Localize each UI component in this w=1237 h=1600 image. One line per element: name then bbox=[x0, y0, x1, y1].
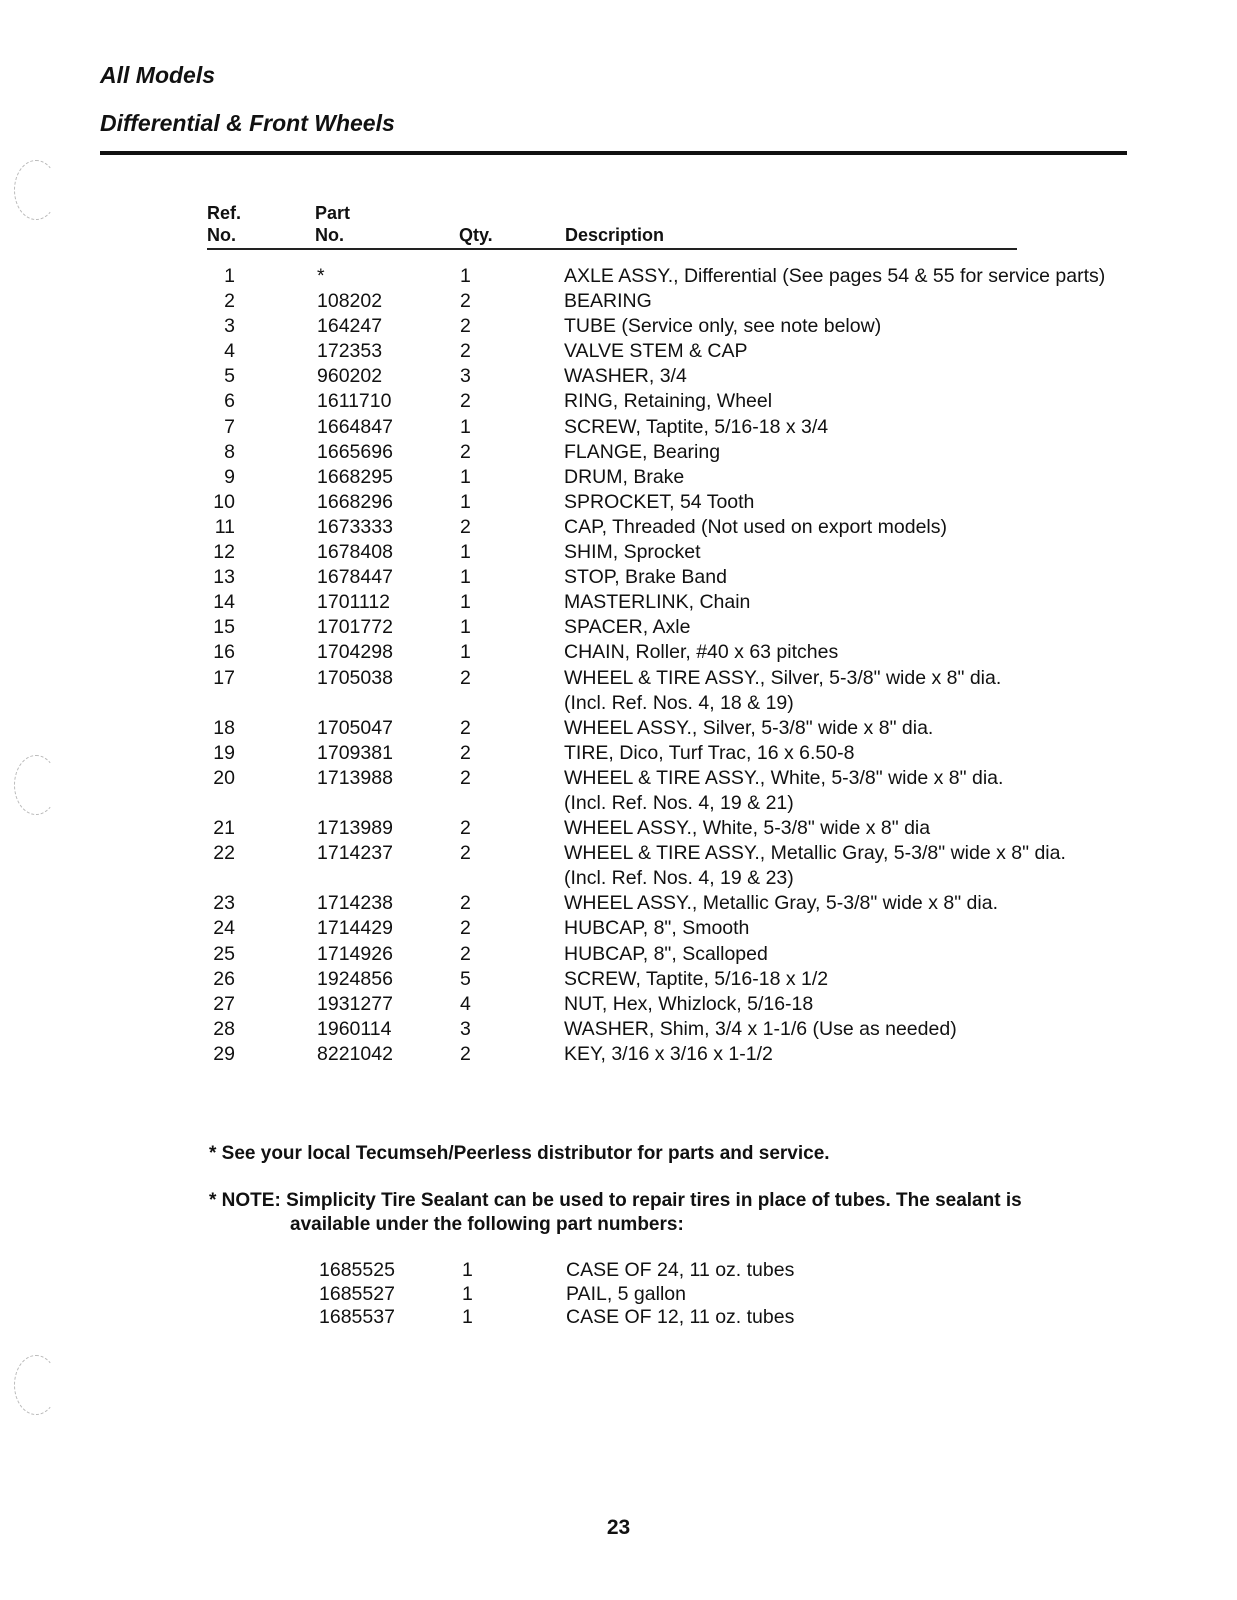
table-row bbox=[0, 916, 1237, 941]
quantity: 1 bbox=[460, 541, 471, 564]
parts-table bbox=[0, 264, 1237, 1067]
ref-number: 5 bbox=[224, 365, 235, 388]
ref-number: 25 bbox=[213, 942, 235, 965]
ref-number: 3 bbox=[224, 315, 235, 338]
ref-number: 21 bbox=[213, 817, 235, 840]
quantity: 1 bbox=[462, 1259, 473, 1281]
part-number: * bbox=[317, 265, 325, 287]
quantity: 1 bbox=[460, 490, 471, 513]
description: VALVE STEM & CAP bbox=[564, 340, 748, 363]
part-number: 8221042 bbox=[317, 1042, 393, 1065]
part-number: 172353 bbox=[317, 340, 383, 363]
quantity: 2 bbox=[460, 1042, 471, 1065]
ref-number: 7 bbox=[224, 415, 235, 438]
description: SPROCKET, 54 Tooth bbox=[564, 490, 755, 513]
quantity: 2 bbox=[460, 917, 471, 940]
ref-number: 10 bbox=[213, 490, 235, 513]
table-row bbox=[0, 766, 1237, 816]
description: CAP, Threaded (Not used on export models) bbox=[564, 515, 947, 538]
part-number: 164247 bbox=[317, 315, 383, 338]
ref-number: 4 bbox=[224, 340, 235, 363]
description: NUT, Hex, Whizlock, 5/16-18 bbox=[564, 992, 814, 1015]
ref-number: 6 bbox=[224, 390, 235, 413]
part-number: 1685525 bbox=[319, 1259, 395, 1281]
table-row bbox=[0, 967, 1237, 992]
part-number: 1701112 bbox=[317, 591, 391, 614]
description: WHEEL ASSY., Metallic Gray, 5-3/8" wide x 8" dia. bbox=[564, 892, 998, 915]
table-row bbox=[0, 992, 1237, 1017]
sealant-note-text: Simplicity Tire Sealant can be used to repair tires in place of tubes. The sealant is bbox=[286, 1190, 1022, 1211]
table-row bbox=[0, 490, 1237, 515]
table-row bbox=[0, 565, 1237, 590]
part-number: 1705047 bbox=[317, 716, 393, 739]
quantity: 5 bbox=[460, 967, 471, 990]
description: CHAIN, Roller, #40 x 63 pitches bbox=[564, 641, 839, 664]
description: WASHER, Shim, 3/4 x 1-1/6 (Use as needed) bbox=[564, 1017, 957, 1040]
quantity: 1 bbox=[460, 566, 471, 589]
table-row bbox=[0, 666, 1237, 716]
description: SPACER, Axle bbox=[564, 616, 691, 639]
part-number: 1685537 bbox=[319, 1306, 395, 1328]
header-part-line1: Part bbox=[315, 203, 351, 223]
sealant-row bbox=[0, 1259, 1237, 1283]
section-title: Differential & Front Wheels bbox=[100, 110, 395, 136]
ref-number: 1 bbox=[224, 265, 235, 287]
description: SCREW, Taptite, 5/16-18 x 1/2 bbox=[564, 967, 829, 990]
part-number: 1931277 bbox=[317, 992, 393, 1015]
part-number: 1713988 bbox=[317, 766, 393, 789]
quantity: 1 bbox=[462, 1282, 473, 1305]
binder-hole-decoration bbox=[14, 1355, 58, 1415]
part-number: 1709381 bbox=[317, 741, 393, 764]
part-number: 1704298 bbox=[317, 641, 393, 664]
sealant-note bbox=[209, 1189, 1022, 1213]
ref-number: 20 bbox=[213, 766, 235, 789]
ref-number: 22 bbox=[213, 842, 235, 865]
table-row bbox=[0, 816, 1237, 841]
description: BEARING bbox=[564, 290, 652, 313]
quantity: 1 bbox=[460, 616, 471, 639]
ref-number: 19 bbox=[213, 741, 235, 764]
description: FLANGE, Bearing bbox=[564, 440, 721, 463]
quantity: 2 bbox=[460, 340, 471, 363]
sealant-note-continued: available under the following part numbers: bbox=[290, 1214, 684, 1235]
ref-number: 11 bbox=[214, 515, 235, 538]
quantity: 2 bbox=[460, 842, 471, 865]
part-number: 1714238 bbox=[317, 892, 393, 915]
table-row bbox=[0, 1017, 1237, 1042]
ref-number: 16 bbox=[213, 641, 235, 664]
ref-number: 29 bbox=[213, 1042, 235, 1065]
ref-number: 14 bbox=[213, 591, 235, 614]
sealant-row bbox=[0, 1306, 1237, 1330]
part-number: 108202 bbox=[317, 290, 383, 313]
description: TIRE, Dico, Turf Trac, 16 x 6.50-8 bbox=[564, 741, 855, 764]
distributor-note: * See your local Tecumseh/Peerless distributor for parts and service. bbox=[209, 1143, 830, 1164]
table-row bbox=[0, 389, 1237, 414]
part-number: 1668296 bbox=[317, 490, 393, 513]
table-row bbox=[0, 440, 1237, 465]
table-row bbox=[0, 841, 1237, 891]
table-row bbox=[0, 264, 1237, 289]
table-row bbox=[0, 515, 1237, 540]
header-ref-line1: Ref. bbox=[207, 203, 242, 223]
quantity: 2 bbox=[460, 440, 471, 463]
ref-number: 28 bbox=[213, 1017, 235, 1040]
quantity: 2 bbox=[460, 315, 471, 338]
table-row bbox=[0, 716, 1237, 741]
table-row bbox=[0, 891, 1237, 916]
description: AXLE ASSY., Differential (See pages 54 & 55 for service parts) bbox=[564, 265, 1106, 287]
quantity: 2 bbox=[460, 892, 471, 915]
quantity: 1 bbox=[460, 265, 471, 287]
quantity: 2 bbox=[460, 666, 471, 689]
description: PAIL, 5 gallon bbox=[566, 1282, 686, 1305]
description: CASE OF 24, 11 oz. tubes bbox=[566, 1259, 795, 1281]
table-row bbox=[0, 1042, 1237, 1067]
ref-number: 8 bbox=[224, 440, 235, 463]
part-number: 1673333 bbox=[317, 515, 393, 538]
part-number: 1701772 bbox=[317, 616, 393, 639]
header-qty: Qty. bbox=[459, 225, 493, 245]
description: WASHER, 3/4 bbox=[564, 365, 687, 388]
ref-number: 15 bbox=[213, 616, 235, 639]
description-continued: (Incl. Ref. Nos. 4, 19 & 21) bbox=[564, 791, 794, 814]
description: MASTERLINK, Chain bbox=[564, 591, 751, 614]
table-row bbox=[0, 364, 1237, 389]
description: DRUM, Brake bbox=[564, 465, 685, 488]
ref-number: 24 bbox=[213, 917, 235, 940]
quantity: 3 bbox=[460, 365, 471, 388]
table-row bbox=[0, 590, 1237, 615]
quantity: 2 bbox=[460, 515, 471, 538]
header-description: Description bbox=[565, 225, 665, 245]
part-number: 1611710 bbox=[317, 390, 392, 413]
part-number: 1705038 bbox=[317, 666, 393, 689]
sealant-row bbox=[0, 1283, 1237, 1307]
quantity: 2 bbox=[460, 716, 471, 739]
ref-number: 17 bbox=[213, 666, 235, 689]
ref-number: 9 bbox=[224, 465, 235, 488]
ref-number: 23 bbox=[213, 892, 235, 915]
header-ref-line2: No. bbox=[207, 225, 236, 245]
ref-number: 26 bbox=[213, 967, 235, 990]
part-number: 1924856 bbox=[317, 967, 393, 990]
sealant-parts-table bbox=[0, 1259, 1237, 1330]
table-row bbox=[0, 942, 1237, 967]
ref-number: 12 bbox=[213, 541, 235, 564]
description: HUBCAP, 8", Smooth bbox=[564, 917, 750, 940]
header-ref bbox=[207, 202, 241, 246]
quantity: 3 bbox=[460, 1017, 471, 1040]
description-continued: (Incl. Ref. Nos. 4, 19 & 23) bbox=[564, 867, 794, 890]
quantity: 2 bbox=[460, 766, 471, 789]
quantity: 2 bbox=[460, 942, 471, 965]
quantity: 1 bbox=[460, 641, 471, 664]
part-number: 1678408 bbox=[317, 541, 393, 564]
description: WHEEL & TIRE ASSY., Silver, 5-3/8" wide x 8" dia. bbox=[564, 666, 1002, 689]
ref-number: 18 bbox=[213, 716, 235, 739]
table-row bbox=[0, 415, 1237, 440]
quantity: 1 bbox=[460, 591, 471, 614]
header-part-line2: No. bbox=[315, 225, 344, 245]
binder-hole-decoration bbox=[14, 160, 58, 220]
description: CASE OF 12, 11 oz. tubes bbox=[566, 1306, 795, 1328]
part-number: 1960114 bbox=[317, 1017, 392, 1040]
part-number: 1714429 bbox=[317, 917, 393, 940]
part-number: 1665696 bbox=[317, 440, 393, 463]
part-number: 1685527 bbox=[319, 1282, 395, 1305]
table-row bbox=[0, 289, 1237, 314]
part-number: 1713989 bbox=[317, 817, 393, 840]
description-continued: (Incl. Ref. Nos. 4, 18 & 19) bbox=[564, 691, 794, 714]
part-number: 1664847 bbox=[317, 415, 393, 438]
table-row bbox=[0, 465, 1237, 490]
ref-number: 13 bbox=[213, 566, 235, 589]
part-number: 1678447 bbox=[317, 566, 393, 589]
quantity: 1 bbox=[460, 415, 471, 438]
quantity: 1 bbox=[460, 465, 471, 488]
description: WHEEL & TIRE ASSY., Metallic Gray, 5-3/8" wide x 8" dia. bbox=[564, 842, 1066, 865]
description: KEY, 3/16 x 3/16 x 1-1/2 bbox=[564, 1042, 773, 1065]
part-number: 1668295 bbox=[317, 465, 393, 488]
table-row bbox=[0, 615, 1237, 640]
part-number: 1714237 bbox=[317, 842, 393, 865]
description: SCREW, Taptite, 5/16-18 x 3/4 bbox=[564, 415, 829, 438]
description: TUBE (Service only, see note below) bbox=[564, 315, 882, 338]
sealant-note-label: * NOTE: bbox=[209, 1190, 281, 1211]
description: WHEEL ASSY., White, 5-3/8" wide x 8" dia bbox=[564, 817, 931, 840]
description: RING, Retaining, Wheel bbox=[564, 390, 773, 413]
ref-number: 27 bbox=[213, 992, 235, 1015]
part-number: 1714926 bbox=[317, 942, 393, 965]
description: WHEEL ASSY., Silver, 5-3/8" wide x 8" dia. bbox=[564, 716, 934, 739]
quantity: 2 bbox=[460, 817, 471, 840]
table-row bbox=[0, 540, 1237, 565]
header-underline bbox=[207, 248, 1017, 250]
quantity: 2 bbox=[460, 290, 471, 313]
quantity: 2 bbox=[460, 741, 471, 764]
part-number: 960202 bbox=[317, 365, 383, 388]
table-row bbox=[0, 314, 1237, 339]
description: WHEEL & TIRE ASSY., White, 5-3/8" wide x 8" dia. bbox=[564, 766, 1004, 789]
header-rule bbox=[100, 151, 1127, 155]
description: HUBCAP, 8", Scalloped bbox=[564, 942, 768, 965]
ref-number: 2 bbox=[224, 290, 235, 313]
page-number: 23 bbox=[606, 1516, 631, 1539]
header-part bbox=[315, 202, 350, 246]
quantity: 1 bbox=[462, 1306, 473, 1328]
table-row bbox=[0, 640, 1237, 665]
description: STOP, Brake Band bbox=[564, 566, 727, 589]
quantity: 4 bbox=[460, 992, 471, 1015]
page-title: All Models bbox=[100, 62, 216, 88]
description: SHIM, Sprocket bbox=[564, 541, 701, 564]
quantity: 2 bbox=[460, 390, 471, 413]
table-row bbox=[0, 741, 1237, 766]
table-row bbox=[0, 339, 1237, 364]
